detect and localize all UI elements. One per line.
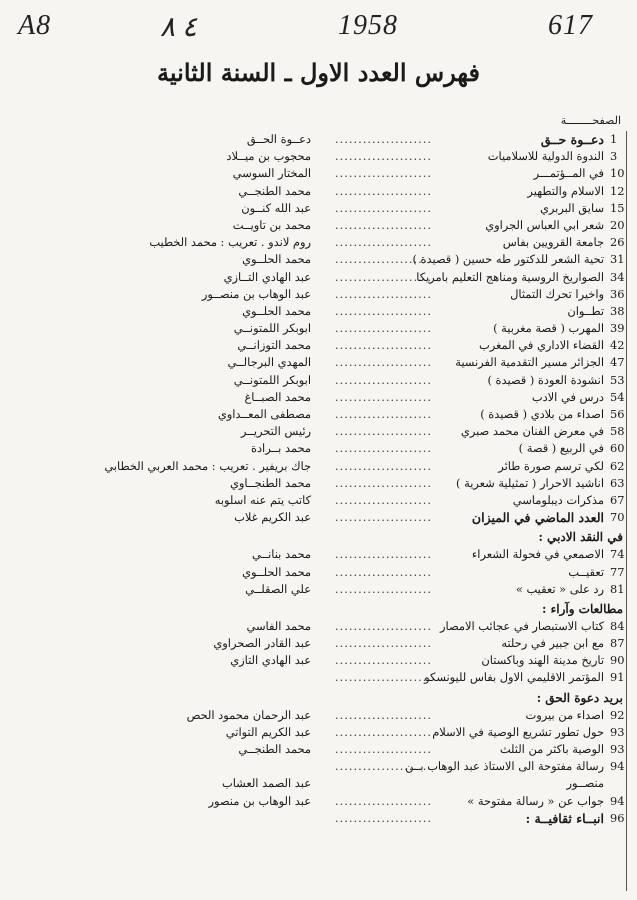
toc-row — [0, 320, 637, 337]
entry-title: انشودة العودة ( قصيدة ) — [487, 372, 604, 387]
entry-author: رئيس التحريــر — [240, 424, 311, 439]
page-number: 58 — [610, 424, 625, 439]
entry-author: عبد الله كنــون — [241, 200, 311, 215]
entry-title: درس في الادب — [531, 389, 604, 404]
page-number: 47 — [610, 355, 625, 370]
entry-title: منصــور — [566, 776, 604, 791]
entry-author: محمد الطنجــاوي — [230, 475, 311, 490]
entry-title: الاصمعي في فحولة الشعراء — [471, 547, 604, 562]
dot-leader: ..................... — [335, 653, 433, 668]
dot-leader: ..................... — [335, 166, 433, 181]
section-heading — [0, 687, 637, 707]
dot-leader: ..................... — [335, 200, 433, 215]
entry-title: جواب عن « رسالة مفتوحة » — [467, 793, 604, 808]
entry-title: جامعة القرويين بفاس — [502, 235, 604, 250]
page-number: 93 — [610, 742, 625, 756]
page-number: 39 — [610, 321, 625, 336]
entry-title: الوصية باكثر من الثلث — [499, 742, 604, 756]
handwritten-number: ٤ ٨ — [160, 12, 198, 43]
entry-title: تطــوان — [567, 303, 604, 318]
toc-row — [0, 669, 637, 686]
entry-author: محمد الطنجــي — [238, 742, 311, 756]
dot-leader: ..................... — [335, 235, 433, 250]
entry-author: عبد الكريم غلاب — [234, 510, 311, 525]
dot-leader: ..................... — [335, 742, 433, 756]
dot-leader: ..................... — [335, 618, 433, 633]
dot-leader: ..................... — [335, 269, 433, 284]
dot-leader: ..................... — [335, 510, 433, 525]
toc-row — [0, 546, 637, 563]
entry-title: الندوة الدولية للاسلاميات — [487, 149, 604, 164]
page-number: 12 — [610, 183, 625, 198]
toc-row — [0, 775, 637, 792]
toc-row — [0, 217, 637, 234]
entry-author: محمد الصبــاغ — [244, 389, 311, 404]
entry-title: لكي ترسم صورة طائر — [498, 458, 604, 473]
entry-title: المؤتمر الاقليمي الاول بفاس لليونسكو — [424, 670, 604, 685]
dot-leader: ..................... — [335, 547, 433, 562]
dot-leader: ..................... — [335, 492, 433, 507]
toc-row — [0, 564, 637, 581]
toc-row — [0, 165, 637, 182]
entry-author: مصطفى المعــداوي — [217, 407, 311, 421]
page-number: 87 — [610, 636, 625, 651]
toc-row — [0, 793, 637, 810]
toc-row — [0, 810, 637, 827]
entry-title: مع ابن جبير في رحلته — [501, 636, 604, 651]
dot-leader: ..................... — [335, 759, 433, 774]
dot-leader: ..................... — [335, 217, 433, 232]
entry-title: في الربيع ( قصة ) — [518, 441, 604, 456]
toc-row — [0, 492, 637, 509]
entry-title: الصواريخ الروسية ومناهج التعليم بامريكا — [416, 269, 604, 284]
page-column-label — [561, 114, 621, 127]
entry-author: عبد الهادي التازي — [230, 653, 311, 668]
page-number: 91 — [610, 670, 625, 685]
entry-author: جاك بريفير . تعريب : محمد العربي الخطابي — [104, 458, 311, 473]
dot-leader: ..................... — [335, 810, 433, 825]
page-number: 34 — [610, 269, 625, 284]
page-number: 74 — [610, 547, 625, 562]
toc-row — [0, 707, 637, 724]
entry-author: محمد بن تاويــت — [232, 217, 311, 232]
dot-leader: ..................... — [335, 183, 433, 198]
page-number: 60 — [610, 441, 625, 456]
toc-row — [0, 724, 637, 741]
toc-row — [0, 251, 637, 268]
page-number: 1 — [610, 132, 618, 146]
dot-leader: ..................... — [335, 389, 433, 404]
section-title: مطالعات وآراء : — [541, 601, 623, 616]
entry-title: الجزائر مسير التقدمية الفرنسية — [455, 355, 604, 370]
dot-leader: ..................... — [335, 407, 433, 421]
page-number: 56 — [610, 407, 625, 421]
toc-row — [0, 475, 637, 492]
page-column-label-text: الصفحــــــــة — [560, 114, 621, 127]
page-number: 84 — [610, 618, 625, 633]
entry-author: ابوبكر اللمتونــي — [233, 372, 311, 387]
toc-row — [0, 389, 637, 406]
page-number: 63 — [610, 475, 625, 490]
entry-title: تعقيــب — [568, 564, 604, 579]
entry-author: عبد الصمد العشاب — [221, 776, 311, 791]
page-number: 92 — [610, 707, 625, 722]
entry-title: واخيرا تحرك التمثال — [510, 286, 604, 301]
entry-author: محمد الحلــوي — [242, 564, 311, 579]
entry-author: محمد بنانــي — [251, 547, 311, 562]
page-number: 81 — [610, 581, 625, 596]
entry-title: شعر ابي العباس الجراوي — [485, 217, 604, 232]
entry-title: العدد الماضي في الميزان — [471, 510, 604, 526]
dot-leader: ..................... — [335, 424, 433, 439]
entry-author: محمد بــرادة — [251, 441, 311, 456]
entry-author: عبد الرحمان محمود الحص — [186, 707, 311, 722]
page-number: 77 — [610, 564, 625, 579]
section-heading — [0, 526, 637, 546]
dot-leader: ..................... — [335, 636, 433, 651]
toc-row — [0, 183, 637, 200]
entry-author: المختار السوسي — [232, 166, 311, 181]
toc-row — [0, 652, 637, 669]
entry-author: محمد الحلــوي — [242, 252, 311, 267]
page-number: 42 — [610, 338, 625, 353]
dot-leader: ..................... — [335, 707, 433, 722]
entry-author: عبد الهادي التــازي — [223, 269, 311, 284]
entry-author: عبد الوهاب بن منصور — [208, 793, 311, 808]
section-title: في النقد الادبي : — [538, 530, 623, 545]
toc-row — [0, 131, 637, 148]
entry-author: عبد الكريم التواتي — [225, 724, 311, 739]
entry-author: محمد التوزانــي — [237, 338, 311, 353]
entry-title: رسالة مفتوحة الى الاستاذ عبد الوهاب بــن — [405, 759, 604, 774]
toc-row — [0, 148, 637, 165]
entry-author: محمد الطنجــي — [238, 183, 311, 198]
page-number: 67 — [610, 492, 625, 507]
page-number: 36 — [610, 286, 625, 301]
dot-leader: ..................... — [335, 149, 433, 164]
dot-leader: ..................... — [335, 458, 433, 473]
toc-row — [0, 618, 637, 635]
dot-leader: ..................... — [335, 581, 433, 596]
toc-row — [0, 581, 637, 598]
dot-leader: ..................... — [335, 252, 433, 267]
toc-row — [0, 758, 637, 775]
handwritten-page-number: 617 — [548, 10, 593, 41]
dot-leader: ..................... — [335, 338, 433, 353]
toc-row — [0, 635, 637, 652]
page-number: 70 — [610, 510, 625, 525]
page-number: 62 — [610, 458, 625, 473]
entry-author: محمد الحلــوي — [242, 303, 311, 318]
toc-row — [0, 406, 637, 423]
entry-title: مذكرات ديبلوماسي — [512, 492, 604, 507]
dot-leader: ..................... — [335, 475, 433, 490]
entry-author: دعــوة الحــق — [246, 132, 311, 146]
dot-leader: ..................... — [335, 321, 433, 336]
entry-title: تحية الشعر للدكتور طه حسين ( قصيدة ) — [412, 252, 604, 267]
page-number: 10 — [610, 166, 625, 181]
toc-row — [0, 337, 637, 354]
toc-row — [0, 741, 637, 758]
entry-title: رد على « تعقيب » — [515, 581, 604, 596]
dot-leader: ..................... — [335, 132, 433, 146]
page-number: 26 — [610, 235, 625, 250]
toc-row — [0, 372, 637, 389]
entry-author: محجوب بن ميــلاد — [226, 149, 311, 164]
entry-title: اصداء من بيروت — [525, 707, 604, 722]
entry-author: كاتب يتم عنه اسلوبه — [214, 492, 311, 507]
toc-row — [0, 234, 637, 251]
page-number: 94 — [610, 759, 625, 774]
dot-leader: ..................... — [335, 670, 433, 685]
dot-leader: ..................... — [335, 724, 433, 739]
dot-leader: ..................... — [335, 286, 433, 301]
entry-author: علي الصقلــي — [245, 581, 311, 596]
section-heading — [0, 598, 637, 618]
entry-author: محمد الفاسي — [246, 618, 311, 633]
page-number: 20 — [610, 217, 625, 232]
toc-row — [0, 303, 637, 320]
entry-title: المهرب ( قصة مغربية ) — [493, 321, 604, 336]
entry-title: القضاء الاداري في المغرب — [479, 338, 604, 353]
toc-row — [0, 423, 637, 440]
toc-row — [0, 269, 637, 286]
entry-title: تاريخ مدينة الهند وباكستان — [481, 653, 604, 668]
page-number: 90 — [610, 653, 625, 668]
page-number: 31 — [610, 252, 625, 267]
section-title: بريد دعوة الحق : — [536, 690, 623, 705]
dot-leader: ..................... — [335, 564, 433, 579]
handwritten-code: A8 — [18, 10, 52, 41]
entry-author: المهدي البرجالــي — [227, 355, 311, 370]
toc-row — [0, 200, 637, 217]
page-number: 54 — [610, 389, 625, 404]
entry-title: حول تطور تشريع الوصية في الاسلام — [432, 724, 604, 739]
toc-row — [0, 286, 637, 303]
entry-title: في معرض الفنان محمد صبري — [460, 424, 604, 439]
entry-title: دعــوة حــق — [540, 132, 604, 147]
page-number: 15 — [610, 200, 625, 215]
entry-title: اناشيد الاحرار ( تمثيلية شعرية ) — [456, 475, 604, 490]
entry-author: روم لاندو . تعريب : محمد الخطيب — [149, 235, 311, 250]
entry-title: في المــؤتمـــر — [533, 166, 604, 181]
dot-leader: ..................... — [335, 355, 433, 370]
dot-leader: ..................... — [335, 372, 433, 387]
page-number: 94 — [610, 793, 625, 808]
page-number: 3 — [610, 149, 618, 164]
dot-leader: ..................... — [335, 441, 433, 456]
entry-author: عبد الوهاب بن منصــور — [201, 286, 311, 301]
entry-title: سايق البربري — [539, 200, 604, 215]
toc-row — [0, 440, 637, 457]
dot-leader: ..................... — [335, 793, 433, 808]
toc-row — [0, 509, 637, 526]
page-title: فهرس العدد الاول ـ السنة الثانية — [157, 58, 480, 87]
entry-title: كتاب الاستبصار في عجائب الامصار — [440, 618, 604, 633]
entry-author: عبد القادر الصحراوي — [213, 636, 311, 651]
table-of-contents — [0, 131, 637, 827]
entry-title: اصداء من بلادي ( قصيدة ) — [480, 407, 604, 421]
page-number: 38 — [610, 303, 625, 318]
entry-title: الاسلام والتطهير — [527, 183, 604, 198]
entry-title: انبــاء ثقافيــة : — [525, 810, 604, 826]
toc-row — [0, 354, 637, 371]
handwritten-year: 1958 — [338, 10, 398, 41]
entry-author: ابوبكر اللمتونــي — [233, 321, 311, 336]
toc-row — [0, 458, 637, 475]
page-number: 93 — [610, 724, 625, 739]
dot-leader: ..................... — [335, 303, 433, 318]
page-number: 96 — [610, 810, 625, 825]
page-number: 53 — [610, 372, 625, 387]
